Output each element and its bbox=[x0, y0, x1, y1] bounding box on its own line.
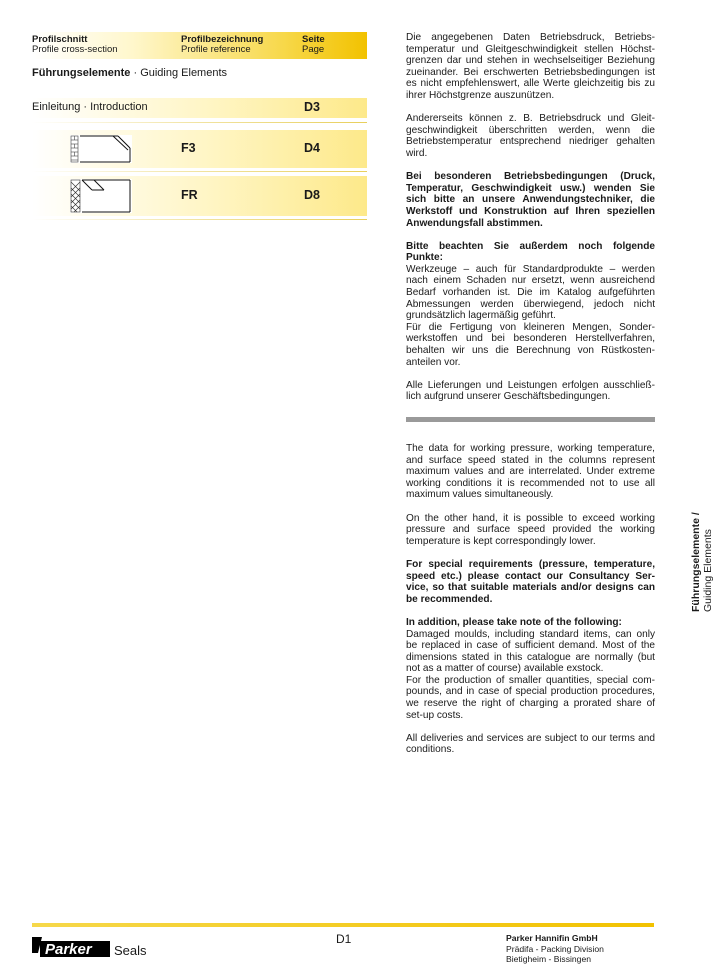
side-tab-line-de: Führungselemente / bbox=[690, 512, 702, 612]
logo-wordmark: Parker bbox=[45, 941, 92, 958]
german-text-column bbox=[406, 32, 655, 415]
paragraph: Damaged moulds, including standard items, can only be replaced in case of sufficient demand. Most of the dimensions stated in this catalogue are normally (but not as a matter of course) available exstock. bbox=[406, 628, 655, 675]
column-header-en: Profile cross-section bbox=[32, 44, 118, 55]
column-header-profile-section bbox=[32, 35, 118, 55]
table-row-fr[interactable] bbox=[32, 176, 367, 216]
section-title-de: Führungselemente bbox=[32, 67, 131, 79]
page-number: D1 bbox=[336, 932, 352, 946]
paragraph: Werkzeuge – auch für Standardprodukte – werden nach einem Schaden nur ersetzt, wenn ausreichend Bedarf vorhanden ist. Die im Katalog aufgeführten Abmessungen werden überwiegend, jedoch nicht grundsätzlich lagermäßig geführt. bbox=[406, 263, 655, 322]
column-header-de: Profilschnitt bbox=[32, 34, 88, 45]
paragraph: The data for working pressure, working temperature, and surface speed stated in the columns represent maximum values and are interrelated. Under extreme working conditions it is recommended not to use all maximum values simultaneously. bbox=[406, 443, 655, 501]
paragraph: Die angegebenen Daten Betriebsdruck, Betriebstemperatur und Gleitgeschwindigkeit stellen Höchstgrenzen dar und stehen in wechselseitiger Beziehung zueinander. Bei erschwerten Betriebsbedingungen ist es nicht empfehlenswert, alle Werte gleichzeitig bis zu ihrer Höchstgrenze auszunützen. bbox=[406, 32, 655, 101]
page-reference: D3 bbox=[304, 100, 320, 114]
side-tab-line-en: Guiding Elements bbox=[702, 529, 714, 612]
profile-reference: FR bbox=[181, 188, 198, 202]
section-title-separator: · bbox=[130, 67, 141, 79]
divider bbox=[32, 122, 367, 123]
paragraph-bold: For special requirements (pressure, temperature, speed etc.) please contact our Consultancy Service, so that suitable materials and/or designs can be recommended. bbox=[406, 558, 655, 605]
table-row-introduction[interactable] bbox=[32, 98, 367, 118]
paragraph: All deliveries and services are subject to our terms and conditions. bbox=[406, 732, 655, 756]
section-title bbox=[32, 67, 227, 79]
language-divider-bar bbox=[406, 417, 655, 422]
paragraph: For the production of smaller quantities, special compounds, and in case of special production procedures, we reserve the right of charging a prorated share of set-up costs. bbox=[406, 674, 655, 721]
row-label: Einleitung · Introduction bbox=[32, 101, 148, 113]
profile-reference: F3 bbox=[181, 141, 196, 155]
english-text-column bbox=[406, 443, 655, 768]
divider bbox=[32, 171, 367, 172]
company-division: Prädifa - Packing Division bbox=[506, 943, 604, 954]
paragraph: Alle Lieferungen und Leistungen erfolgen ausschließlich aufgrund unserer Geschäftsbedingungen. bbox=[406, 379, 655, 403]
fr-profile-drawing bbox=[70, 179, 132, 213]
company-name: Parker Hannifin GmbH bbox=[506, 933, 598, 943]
side-tab-label bbox=[690, 512, 714, 612]
section-title-en: Guiding Elements bbox=[140, 67, 228, 79]
paragraph: On the other hand, it is possible to exceed working pressure and surface speed provided the working temperature is kept correspondingly lower. bbox=[406, 512, 655, 547]
column-header-de: Profilbezeichnung bbox=[181, 34, 264, 45]
logo-suffix: Seals bbox=[114, 943, 147, 958]
column-header-de: Seite bbox=[302, 34, 325, 45]
footer-rule bbox=[32, 923, 654, 927]
table-header bbox=[32, 32, 367, 59]
paragraph: Für die Fertigung von kleineren Mengen, Sonderwerkstoffen und bei besonderen Herstellverfahren, behalten wir uns die Berechnung von Rüstkostenanteilen vor. bbox=[406, 321, 655, 368]
paragraph-heading: Bitte beachten Sie außerdem noch folgende Punkte: bbox=[406, 240, 655, 264]
column-header-en: Page bbox=[302, 44, 325, 55]
paragraph: Andererseits können z. B. Betriebsdruck und Gleitgeschwindigkeit überschritten werden, wenn die Betriebstemperatur entsprechend niedriger gehalten wird. bbox=[406, 113, 655, 159]
column-header-page bbox=[302, 35, 325, 55]
parker-logo-icon bbox=[32, 931, 110, 959]
column-header-en: Profile reference bbox=[181, 44, 251, 55]
column-header-profile-reference bbox=[181, 35, 263, 55]
page-reference: D4 bbox=[304, 141, 320, 155]
company-info bbox=[506, 933, 604, 965]
paragraph-bold: Bei besonderen Betriebsbedingungen (Druck, Temperatur, Geschwindigkeit usw.) wenden Sie sich bitte an unsere Anwendungstechniker, die Werkstoff und Konstruktion auf Ihren speziellen Anwendungsfall abstimmen. bbox=[406, 171, 655, 229]
page-reference: D8 bbox=[304, 188, 320, 202]
divider bbox=[32, 219, 367, 220]
f3-profile-drawing bbox=[70, 135, 132, 163]
paragraph-heading: In addition, please take note of the following: bbox=[406, 616, 622, 628]
company-location: Bietigheim - Bissingen bbox=[506, 954, 592, 964]
table-row-f3[interactable] bbox=[32, 130, 367, 168]
